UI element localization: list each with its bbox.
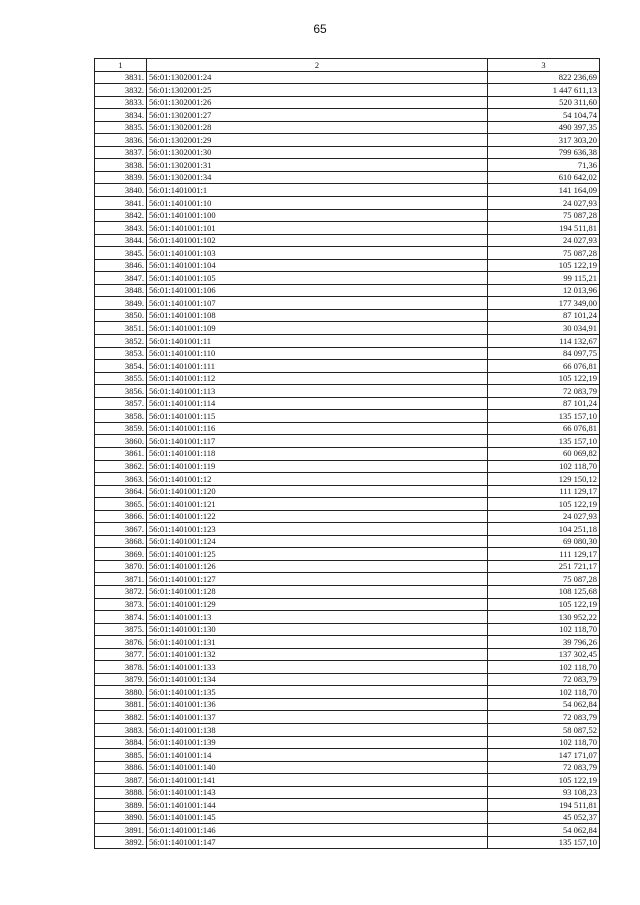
value-cell: 520 311,60 bbox=[488, 96, 600, 109]
table-row bbox=[95, 435, 600, 448]
page-number: 65 bbox=[313, 22, 327, 36]
cadastral-number-cell: 56:01:1401001:138 bbox=[147, 723, 488, 736]
table-row bbox=[95, 623, 600, 636]
row-number-cell: 3865. bbox=[95, 498, 147, 511]
row-number-cell: 3849. bbox=[95, 297, 147, 310]
row-number-cell: 3853. bbox=[95, 347, 147, 360]
row-number-cell: 3855. bbox=[95, 372, 147, 385]
cadastral-number-cell: 56:01:1401001:146 bbox=[147, 824, 488, 837]
row-number-cell: 3850. bbox=[95, 309, 147, 322]
value-cell: 72 083,79 bbox=[488, 673, 600, 686]
row-number-cell: 3885. bbox=[95, 749, 147, 762]
cadastral-number-cell: 56:01:1302001:30 bbox=[147, 146, 488, 159]
table-row bbox=[95, 585, 600, 598]
row-number-cell: 3841. bbox=[95, 197, 147, 210]
cadastral-number-cell: 56:01:1401001:100 bbox=[147, 209, 488, 222]
value-cell: 114 132,67 bbox=[488, 335, 600, 348]
cadastral-number-cell: 56:01:1401001:12 bbox=[147, 473, 488, 486]
row-number-cell: 3851. bbox=[95, 322, 147, 335]
table-row bbox=[95, 121, 600, 134]
row-number-cell: 3881. bbox=[95, 698, 147, 711]
value-cell: 130 952,22 bbox=[488, 611, 600, 624]
table-row bbox=[95, 284, 600, 297]
cadastral-number-cell: 56:01:1401001:117 bbox=[147, 435, 488, 448]
row-number-cell: 3863. bbox=[95, 473, 147, 486]
value-cell: 72 083,79 bbox=[488, 761, 600, 774]
table-row bbox=[95, 297, 600, 310]
row-number-cell: 3866. bbox=[95, 510, 147, 523]
cadastral-number-cell: 56:01:1302001:34 bbox=[147, 171, 488, 184]
cadastral-number-cell: 56:01:1401001:114 bbox=[147, 397, 488, 410]
value-cell: 251 721,17 bbox=[488, 560, 600, 573]
value-cell: 135 157,10 bbox=[488, 836, 600, 849]
row-number-cell: 3861. bbox=[95, 447, 147, 460]
value-cell: 822 236,69 bbox=[488, 71, 600, 84]
value-cell: 111 129,17 bbox=[488, 548, 600, 561]
value-cell: 177 349,00 bbox=[488, 297, 600, 310]
cadastral-number-cell: 56:01:1401001:128 bbox=[147, 585, 488, 598]
row-number-cell: 3871. bbox=[95, 573, 147, 586]
cadastral-number-cell: 56:01:1401001:105 bbox=[147, 272, 488, 285]
table-row bbox=[95, 184, 600, 197]
cadastral-number-cell: 56:01:1401001:131 bbox=[147, 636, 488, 649]
table-row bbox=[95, 360, 600, 373]
cadastral-number-cell: 56:01:1401001:130 bbox=[147, 623, 488, 636]
table-row bbox=[95, 611, 600, 624]
cadastral-number-cell: 56:01:1401001:115 bbox=[147, 410, 488, 423]
row-number-cell: 3859. bbox=[95, 422, 147, 435]
cadastral-number-cell: 56:01:1401001:109 bbox=[147, 322, 488, 335]
cadastral-number-cell: 56:01:1302001:25 bbox=[147, 84, 488, 97]
cadastral-number-cell: 56:01:1401001:120 bbox=[147, 485, 488, 498]
table-row bbox=[95, 636, 600, 649]
value-cell: 87 101,24 bbox=[488, 397, 600, 410]
cadastral-number-cell: 56:01:1401001:110 bbox=[147, 347, 488, 360]
table-body bbox=[95, 71, 600, 849]
value-cell: 69 080,30 bbox=[488, 535, 600, 548]
column-header-number: 1 bbox=[95, 59, 147, 72]
value-cell: 24 027,93 bbox=[488, 234, 600, 247]
row-number-cell: 3857. bbox=[95, 397, 147, 410]
cadastral-number-cell: 56:01:1401001:113 bbox=[147, 385, 488, 398]
cadastral-number-cell: 56:01:1401001:111 bbox=[147, 360, 488, 373]
value-cell: 93 108,23 bbox=[488, 786, 600, 799]
value-cell: 102 118,70 bbox=[488, 623, 600, 636]
row-number-cell: 3854. bbox=[95, 360, 147, 373]
value-cell: 102 118,70 bbox=[488, 736, 600, 749]
table-row bbox=[95, 673, 600, 686]
value-cell: 24 027,93 bbox=[488, 510, 600, 523]
row-number-cell: 3847. bbox=[95, 272, 147, 285]
cadastral-number-cell: 56:01:1401001:124 bbox=[147, 535, 488, 548]
value-cell: 45 052,37 bbox=[488, 811, 600, 824]
cadastral-number-cell: 56:01:1401001:121 bbox=[147, 498, 488, 511]
value-cell: 490 397,35 bbox=[488, 121, 600, 134]
table-row bbox=[95, 71, 600, 84]
row-number-cell: 3878. bbox=[95, 661, 147, 674]
cadastral-number-cell: 56:01:1401001:129 bbox=[147, 598, 488, 611]
cadastral-number-cell: 56:01:1401001:125 bbox=[147, 548, 488, 561]
table-row bbox=[95, 222, 600, 235]
table-row bbox=[95, 335, 600, 348]
row-number-cell: 3873. bbox=[95, 598, 147, 611]
cadastral-number-cell: 56:01:1302001:24 bbox=[147, 71, 488, 84]
cadastral-number-cell: 56:01:1401001:103 bbox=[147, 247, 488, 260]
table-row bbox=[95, 836, 600, 849]
row-number-cell: 3886. bbox=[95, 761, 147, 774]
table-row bbox=[95, 272, 600, 285]
table-row bbox=[95, 811, 600, 824]
value-cell: 102 118,70 bbox=[488, 661, 600, 674]
table-row bbox=[95, 573, 600, 586]
table-row bbox=[95, 209, 600, 222]
row-number-cell: 3868. bbox=[95, 535, 147, 548]
value-cell: 105 122,19 bbox=[488, 598, 600, 611]
cadastral-number-cell: 56:01:1401001:127 bbox=[147, 573, 488, 586]
row-number-cell: 3888. bbox=[95, 786, 147, 799]
cadastral-number-cell: 56:01:1401001:108 bbox=[147, 309, 488, 322]
cadastral-number-cell: 56:01:1401001:112 bbox=[147, 372, 488, 385]
table-row bbox=[95, 460, 600, 473]
table-row bbox=[95, 661, 600, 674]
table-row bbox=[95, 686, 600, 699]
table-row bbox=[95, 535, 600, 548]
cadastral-number-cell: 56:01:1401001:104 bbox=[147, 259, 488, 272]
row-number-cell: 3840. bbox=[95, 184, 147, 197]
row-number-cell: 3843. bbox=[95, 222, 147, 235]
table-row bbox=[95, 96, 600, 109]
row-number-cell: 3890. bbox=[95, 811, 147, 824]
row-number-cell: 3880. bbox=[95, 686, 147, 699]
value-cell: 108 125,68 bbox=[488, 585, 600, 598]
cadastral-number-cell: 56:01:1302001:28 bbox=[147, 121, 488, 134]
table-row bbox=[95, 824, 600, 837]
table-row bbox=[95, 485, 600, 498]
table-row bbox=[95, 146, 600, 159]
cadastral-number-cell: 56:01:1401001:132 bbox=[147, 648, 488, 661]
table-row bbox=[95, 134, 600, 147]
row-number-cell: 3884. bbox=[95, 736, 147, 749]
table-row bbox=[95, 560, 600, 573]
table-row bbox=[95, 309, 600, 322]
row-number-cell: 3833. bbox=[95, 96, 147, 109]
table-row bbox=[95, 247, 600, 260]
table-row bbox=[95, 410, 600, 423]
cadastral-number-cell: 56:01:1401001:143 bbox=[147, 786, 488, 799]
value-cell: 147 171,07 bbox=[488, 749, 600, 762]
row-number-cell: 3877. bbox=[95, 648, 147, 661]
row-number-cell: 3838. bbox=[95, 159, 147, 172]
cadastral-number-cell: 56:01:1401001:107 bbox=[147, 297, 488, 310]
row-number-cell: 3832. bbox=[95, 84, 147, 97]
row-number-cell: 3864. bbox=[95, 485, 147, 498]
row-number-cell: 3858. bbox=[95, 410, 147, 423]
value-cell: 194 511,81 bbox=[488, 799, 600, 812]
table-row bbox=[95, 171, 600, 184]
value-cell: 71,36 bbox=[488, 159, 600, 172]
value-cell: 75 087,28 bbox=[488, 573, 600, 586]
row-number-cell: 3844. bbox=[95, 234, 147, 247]
row-number-cell: 3860. bbox=[95, 435, 147, 448]
value-cell: 99 115,21 bbox=[488, 272, 600, 285]
table-row bbox=[95, 523, 600, 536]
value-cell: 30 034,91 bbox=[488, 322, 600, 335]
cadastral-number-cell: 56:01:1401001:126 bbox=[147, 560, 488, 573]
value-cell: 72 083,79 bbox=[488, 385, 600, 398]
row-number-cell: 3837. bbox=[95, 146, 147, 159]
value-cell: 75 087,28 bbox=[488, 209, 600, 222]
cadastral-number-cell: 56:01:1401001:145 bbox=[147, 811, 488, 824]
table-row bbox=[95, 648, 600, 661]
table-row bbox=[95, 372, 600, 385]
row-number-cell: 3831. bbox=[95, 71, 147, 84]
table-row bbox=[95, 322, 600, 335]
cadastral-number-cell: 56:01:1401001:118 bbox=[147, 447, 488, 460]
table-row bbox=[95, 422, 600, 435]
value-cell: 66 076,81 bbox=[488, 422, 600, 435]
cadastral-number-cell: 56:01:1401001:14 bbox=[147, 749, 488, 762]
table-row bbox=[95, 109, 600, 122]
value-cell: 317 303,20 bbox=[488, 134, 600, 147]
table-row bbox=[95, 774, 600, 787]
value-cell: 105 122,19 bbox=[488, 498, 600, 511]
cadastral-number-cell: 56:01:1401001:141 bbox=[147, 774, 488, 787]
row-number-cell: 3867. bbox=[95, 523, 147, 536]
row-number-cell: 3882. bbox=[95, 711, 147, 724]
cadastral-number-cell: 56:01:1401001:122 bbox=[147, 510, 488, 523]
value-cell: 72 083,79 bbox=[488, 711, 600, 724]
cadastral-number-cell: 56:01:1302001:27 bbox=[147, 109, 488, 122]
row-number-cell: 3874. bbox=[95, 611, 147, 624]
value-cell: 58 087,52 bbox=[488, 723, 600, 736]
table-row bbox=[95, 711, 600, 724]
row-number-cell: 3887. bbox=[95, 774, 147, 787]
value-cell: 84 097,75 bbox=[488, 347, 600, 360]
value-cell: 54 062,84 bbox=[488, 698, 600, 711]
cadastral-number-cell: 56:01:1401001:13 bbox=[147, 611, 488, 624]
table-row bbox=[95, 761, 600, 774]
cadastral-number-cell: 56:01:1401001:137 bbox=[147, 711, 488, 724]
cadastral-number-cell: 56:01:1401001:119 bbox=[147, 460, 488, 473]
cadastral-number-cell: 56:01:1401001:11 bbox=[147, 335, 488, 348]
table-row bbox=[95, 259, 600, 272]
cadastral-number-cell: 56:01:1401001:134 bbox=[147, 673, 488, 686]
value-cell: 610 642,02 bbox=[488, 171, 600, 184]
row-number-cell: 3876. bbox=[95, 636, 147, 649]
cadastral-number-cell: 56:01:1302001:26 bbox=[147, 96, 488, 109]
value-cell: 54 062,84 bbox=[488, 824, 600, 837]
value-cell: 75 087,28 bbox=[488, 247, 600, 260]
value-cell: 60 069,82 bbox=[488, 447, 600, 460]
table-row bbox=[95, 548, 600, 561]
table-row bbox=[95, 799, 600, 812]
table-row bbox=[95, 698, 600, 711]
value-cell: 129 150,12 bbox=[488, 473, 600, 486]
row-number-cell: 3836. bbox=[95, 134, 147, 147]
table-header-row bbox=[95, 59, 600, 72]
cadastral-number-cell: 56:01:1401001:139 bbox=[147, 736, 488, 749]
value-cell: 141 164,09 bbox=[488, 184, 600, 197]
value-cell: 87 101,24 bbox=[488, 309, 600, 322]
row-number-cell: 3835. bbox=[95, 121, 147, 134]
value-cell: 137 302,45 bbox=[488, 648, 600, 661]
cadastral-number-cell: 56:01:1401001:140 bbox=[147, 761, 488, 774]
row-number-cell: 3883. bbox=[95, 723, 147, 736]
cadastral-number-cell: 56:01:1401001:102 bbox=[147, 234, 488, 247]
value-cell: 105 122,19 bbox=[488, 774, 600, 787]
cadastral-number-cell: 56:01:1401001:133 bbox=[147, 661, 488, 674]
value-cell: 102 118,70 bbox=[488, 686, 600, 699]
value-cell: 104 251,18 bbox=[488, 523, 600, 536]
value-cell: 24 027,93 bbox=[488, 197, 600, 210]
table-row bbox=[95, 723, 600, 736]
row-number-cell: 3845. bbox=[95, 247, 147, 260]
row-number-cell: 3879. bbox=[95, 673, 147, 686]
cadastral-number-cell: 56:01:1401001:135 bbox=[147, 686, 488, 699]
cadastral-number-cell: 56:01:1401001:144 bbox=[147, 799, 488, 812]
row-number-cell: 3862. bbox=[95, 460, 147, 473]
cadastral-number-cell: 56:01:1401001:1 bbox=[147, 184, 488, 197]
table-row bbox=[95, 498, 600, 511]
row-number-cell: 3839. bbox=[95, 171, 147, 184]
table-row bbox=[95, 197, 600, 210]
table-row bbox=[95, 84, 600, 97]
cadastral-number-cell: 56:01:1401001:10 bbox=[147, 197, 488, 210]
cadastral-number-cell: 56:01:1401001:147 bbox=[147, 836, 488, 849]
row-number-cell: 3875. bbox=[95, 623, 147, 636]
value-cell: 105 122,19 bbox=[488, 259, 600, 272]
row-number-cell: 3891. bbox=[95, 824, 147, 837]
row-number-cell: 3889. bbox=[95, 799, 147, 812]
row-number-cell: 3892. bbox=[95, 836, 147, 849]
row-number-cell: 3848. bbox=[95, 284, 147, 297]
cadastral-number-cell: 56:01:1401001:116 bbox=[147, 422, 488, 435]
table-row bbox=[95, 234, 600, 247]
value-cell: 1 447 611,13 bbox=[488, 84, 600, 97]
row-number-cell: 3869. bbox=[95, 548, 147, 561]
cadastral-number-cell: 56:01:1401001:136 bbox=[147, 698, 488, 711]
cadastral-number-cell: 56:01:1302001:29 bbox=[147, 134, 488, 147]
cadastral-number-cell: 56:01:1401001:101 bbox=[147, 222, 488, 235]
cadastral-table bbox=[94, 58, 600, 849]
column-header-cadastral: 2 bbox=[147, 59, 488, 72]
column-header-value: 3 bbox=[488, 59, 600, 72]
value-cell: 39 796,26 bbox=[488, 636, 600, 649]
row-number-cell: 3856. bbox=[95, 385, 147, 398]
row-number-cell: 3846. bbox=[95, 259, 147, 272]
value-cell: 135 157,10 bbox=[488, 435, 600, 448]
cadastral-number-cell: 56:01:1401001:123 bbox=[147, 523, 488, 536]
table-row bbox=[95, 159, 600, 172]
table-row bbox=[95, 736, 600, 749]
table-row bbox=[95, 347, 600, 360]
table-row bbox=[95, 598, 600, 611]
value-cell: 12 013,96 bbox=[488, 284, 600, 297]
value-cell: 54 104,74 bbox=[488, 109, 600, 122]
row-number-cell: 3872. bbox=[95, 585, 147, 598]
value-cell: 102 118,70 bbox=[488, 460, 600, 473]
value-cell: 135 157,10 bbox=[488, 410, 600, 423]
row-number-cell: 3834. bbox=[95, 109, 147, 122]
row-number-cell: 3842. bbox=[95, 209, 147, 222]
value-cell: 66 076,81 bbox=[488, 360, 600, 373]
value-cell: 105 122,19 bbox=[488, 372, 600, 385]
table-row bbox=[95, 749, 600, 762]
value-cell: 194 511,81 bbox=[488, 222, 600, 235]
row-number-cell: 3870. bbox=[95, 560, 147, 573]
value-cell: 111 129,17 bbox=[488, 485, 600, 498]
table-row bbox=[95, 447, 600, 460]
table-row bbox=[95, 397, 600, 410]
row-number-cell: 3852. bbox=[95, 335, 147, 348]
cadastral-number-cell: 56:01:1302001:31 bbox=[147, 159, 488, 172]
table-row bbox=[95, 385, 600, 398]
table-row bbox=[95, 473, 600, 486]
value-cell: 799 636,38 bbox=[488, 146, 600, 159]
table-row bbox=[95, 786, 600, 799]
cadastral-number-cell: 56:01:1401001:106 bbox=[147, 284, 488, 297]
table-row bbox=[95, 510, 600, 523]
